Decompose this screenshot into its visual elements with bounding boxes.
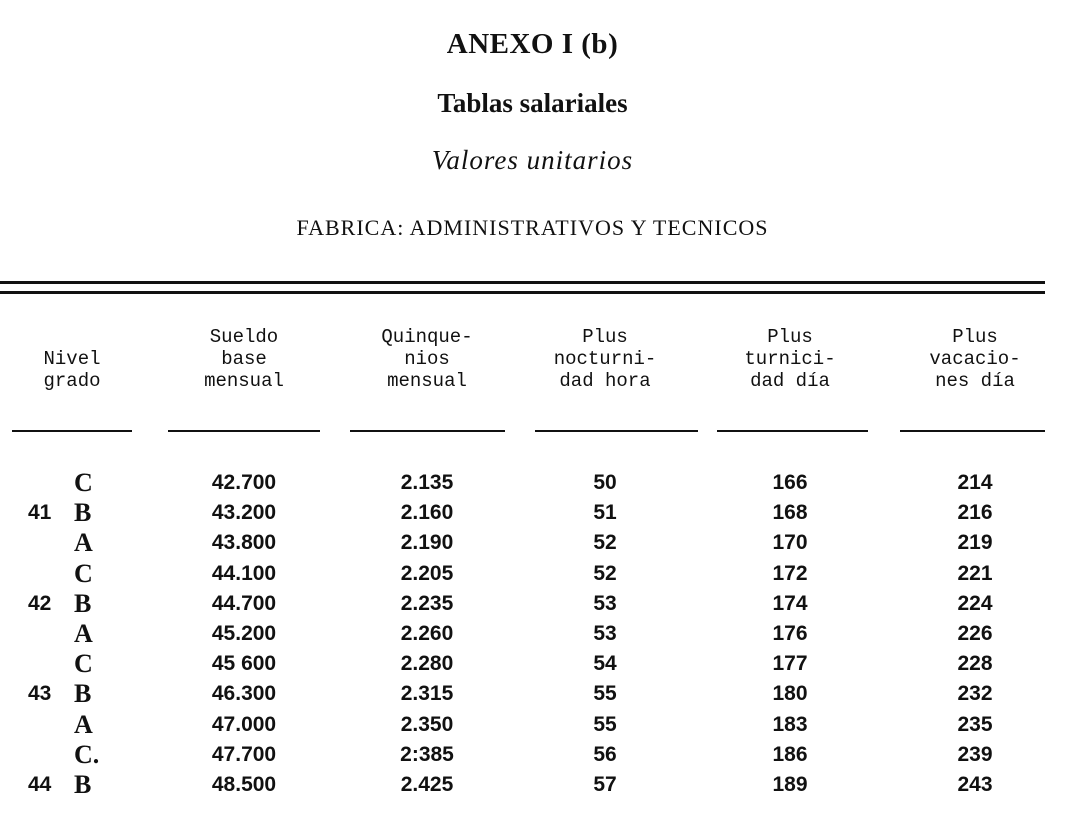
turnicidad-cell: 174 — [772, 591, 808, 615]
nocturnidad-cell: 57 — [593, 773, 617, 796]
quinquenios-cell: 2.205 — [400, 561, 454, 585]
quinquenios-cell: 2.315 — [400, 682, 454, 706]
nocturnidad-cell: 52 — [593, 531, 617, 555]
vacaciones-cell: 224 — [957, 591, 993, 615]
vacaciones-cell: 243 — [957, 773, 993, 796]
vacaciones-cell: 219 — [957, 531, 993, 555]
header-underline — [717, 430, 868, 432]
header-vacaciones — [900, 326, 1050, 392]
header-underline — [12, 430, 132, 432]
turnicidad-cell: 168 — [772, 501, 808, 525]
nocturnidad-cell: 53 — [593, 622, 617, 645]
table-row — [0, 709, 1065, 742]
quinquenios-cell: 2:385 — [400, 742, 454, 766]
nocturnidad-cell: 53 — [593, 591, 617, 615]
document-title: ANEXO I (b) — [446, 28, 619, 60]
header-line: nes día — [935, 370, 1015, 392]
grado-cell: B — [74, 770, 92, 799]
header-turnicidad — [715, 326, 865, 392]
grado-cell: C — [74, 558, 93, 588]
table-row — [0, 588, 1065, 621]
table-row — [0, 621, 1065, 651]
header-line: Nivel — [43, 348, 101, 370]
header-underline — [168, 430, 320, 432]
header-line: vacacio- — [929, 348, 1021, 370]
header-line: dad hora — [559, 370, 651, 392]
quinquenios-cell: 2.425 — [400, 773, 454, 796]
sueldo-cell: 47.700 — [211, 742, 277, 766]
vacaciones-cell: 216 — [957, 501, 993, 525]
nocturnidad-cell: 52 — [593, 561, 617, 585]
header-nocturnidad — [530, 326, 680, 392]
sueldo-cell: 43.200 — [211, 501, 277, 525]
top-rule — [0, 281, 1045, 284]
table-row — [0, 530, 1065, 560]
header-underline — [350, 430, 505, 432]
sueldo-cell: 43.800 — [211, 531, 277, 555]
sueldo-cell: 42.700 — [211, 471, 277, 494]
header-nivel-grado — [7, 348, 137, 392]
grado-cell: B — [74, 588, 92, 618]
vacaciones-cell: 214 — [957, 471, 993, 494]
nivel-cell: 44 — [28, 773, 52, 796]
header-line: Quinque- — [381, 326, 473, 348]
vacaciones-cell: 221 — [957, 561, 993, 585]
turnicidad-cell: 177 — [772, 652, 808, 676]
nocturnidad-cell: 55 — [593, 682, 617, 706]
nocturnidad-cell: 51 — [593, 501, 617, 525]
sueldo-cell: 45 600 — [211, 652, 277, 676]
header-line: nios — [404, 348, 450, 370]
nocturnidad-cell: 50 — [593, 471, 617, 494]
table-row — [0, 651, 1065, 681]
turnicidad-cell: 170 — [772, 531, 808, 555]
nivel-cell: 41 — [28, 501, 52, 525]
grado-cell: A — [74, 709, 93, 739]
nocturnidad-cell: 55 — [593, 712, 617, 736]
header-line: mensual — [204, 370, 284, 392]
header-underline — [535, 430, 698, 432]
document-subsubtitle: Valores unitarios — [431, 145, 634, 175]
vacaciones-cell: 239 — [957, 742, 993, 766]
turnicidad-cell: 189 — [772, 773, 808, 796]
grado-cell: C — [74, 468, 93, 497]
sueldo-cell: 48.500 — [211, 773, 277, 796]
quinquenios-cell: 2.190 — [400, 531, 454, 555]
header-line: turnici- — [744, 348, 836, 370]
grado-cell: A — [74, 619, 93, 648]
quinquenios-cell: 2.260 — [400, 622, 454, 645]
grado-cell: B — [74, 679, 92, 709]
quinquenios-cell: 2.280 — [400, 652, 454, 676]
table-row — [0, 681, 1065, 711]
table-row — [0, 772, 1065, 802]
header-line: Plus — [952, 326, 998, 348]
turnicidad-cell: 180 — [772, 682, 808, 706]
vacaciones-cell: 226 — [957, 622, 993, 645]
header-underline — [900, 430, 1045, 432]
table-row — [0, 558, 1065, 591]
grado-cell: B — [74, 498, 92, 528]
nocturnidad-cell: 54 — [593, 652, 617, 676]
header-quinquenios — [352, 326, 502, 392]
sueldo-cell: 44.700 — [211, 591, 277, 615]
table-row — [0, 739, 1065, 772]
quinquenios-cell: 2.235 — [400, 591, 454, 615]
turnicidad-cell: 166 — [772, 471, 808, 494]
header-line: dad día — [750, 370, 830, 392]
vacaciones-cell: 228 — [957, 652, 993, 676]
turnicidad-cell: 186 — [772, 742, 808, 766]
nivel-cell: 42 — [28, 591, 52, 615]
header-line: base — [221, 348, 267, 370]
turnicidad-cell: 172 — [772, 561, 808, 585]
section-heading: FABRICA: ADMINISTRATIVOS Y TECNICOS — [296, 215, 769, 240]
header-sueldo — [169, 326, 319, 392]
table-row — [0, 470, 1065, 500]
sueldo-cell: 47.000 — [211, 712, 277, 736]
header-line: Sueldo — [209, 326, 279, 348]
turnicidad-cell: 176 — [772, 622, 808, 645]
document-subtitle: Tablas salariales — [437, 88, 628, 118]
quinquenios-cell: 2.350 — [400, 712, 454, 736]
turnicidad-cell: 183 — [772, 712, 808, 736]
top-rule-second — [0, 291, 1045, 294]
grado-cell: C — [74, 649, 93, 679]
sueldo-cell: 45.200 — [211, 622, 277, 645]
sueldo-cell: 46.300 — [211, 682, 277, 706]
grado-cell: C. — [74, 739, 100, 769]
quinquenios-cell: 2.135 — [400, 471, 454, 494]
grado-cell: A — [74, 528, 93, 558]
sueldo-cell: 44.100 — [211, 561, 277, 585]
nocturnidad-cell: 56 — [593, 742, 617, 766]
header-line: grado — [43, 370, 101, 392]
header-line: nocturni- — [553, 348, 657, 370]
vacaciones-cell: 232 — [957, 682, 993, 706]
header-line: Plus — [767, 326, 813, 348]
vacaciones-cell: 235 — [957, 712, 993, 736]
header-line: mensual — [387, 370, 467, 392]
quinquenios-cell: 2.160 — [400, 501, 454, 525]
nivel-cell: 43 — [28, 682, 52, 706]
table-row — [0, 500, 1065, 530]
header-line: Plus — [582, 326, 628, 348]
